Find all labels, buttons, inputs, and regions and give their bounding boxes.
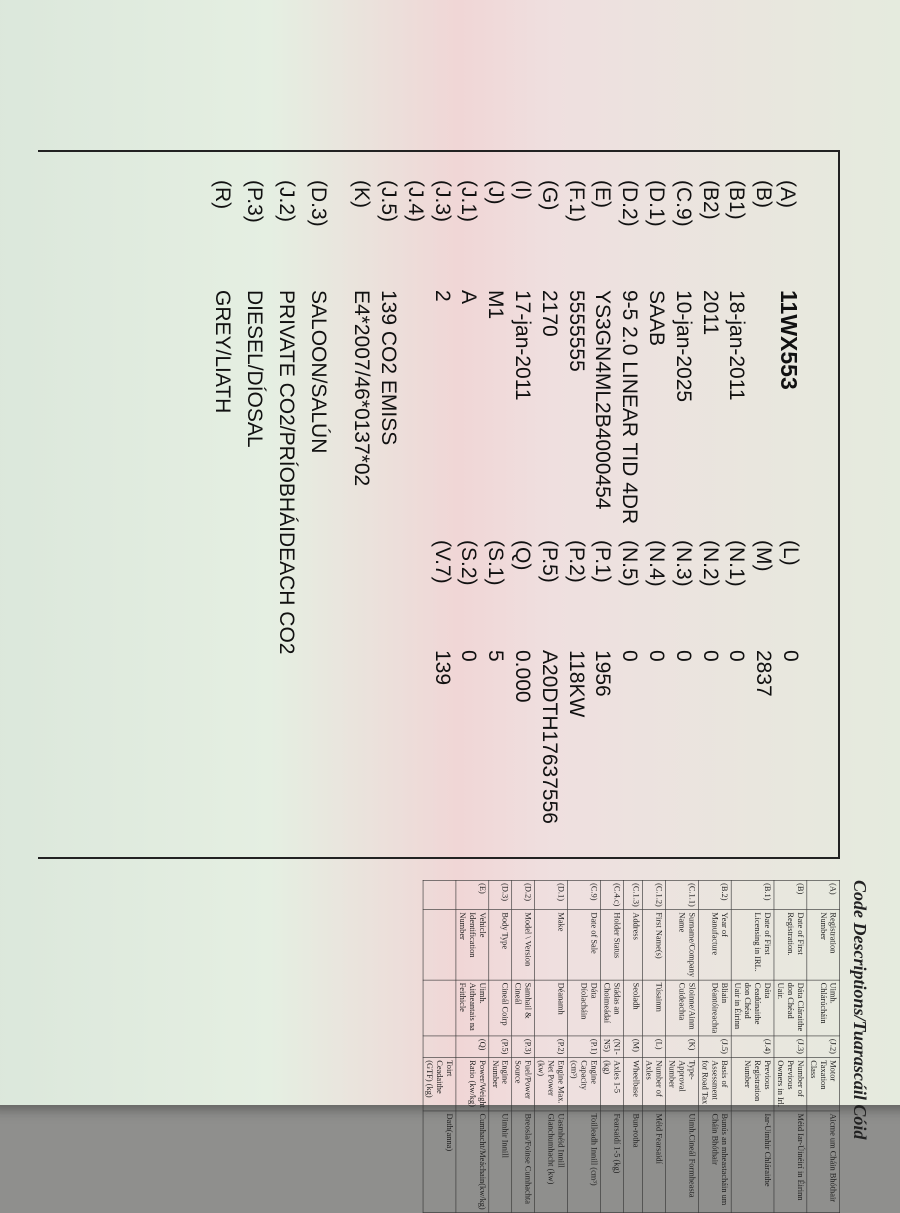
table-cell: Registration Number: [807, 910, 840, 980]
entry-row: [510, 540, 534, 703]
entry-row: [430, 540, 454, 685]
table-row: [423, 880, 456, 1212]
table-cell: First Name(s): [643, 910, 666, 980]
table-row: [665, 880, 698, 1212]
entry-code: (F.1): [564, 180, 588, 222]
table-cell: [423, 1036, 456, 1057]
table-cell: Uimh. Chlárúcháin: [807, 980, 840, 1036]
table-cell: (B): [774, 880, 807, 909]
table-cell: Stádas an Choimeádaí: [600, 980, 623, 1036]
entry-row: [483, 540, 507, 662]
table-cell: (J.3): [774, 1036, 807, 1057]
table-cell: Fearsaidí 1-5 (kg): [600, 1111, 623, 1213]
table-cell: Dáta Díolacháin: [568, 980, 601, 1036]
entry-value: E4*2007/46*0137*02: [350, 290, 374, 487]
table-cell: Fuel/Power Source: [512, 1057, 535, 1110]
table-cell: Number of Previous Owners in Irl.: [774, 1057, 807, 1110]
table-cell: (B.1): [731, 880, 774, 909]
table-cell: [423, 910, 456, 980]
entry-value: 0: [779, 650, 802, 662]
table-cell: Túsainm: [643, 980, 666, 1036]
table-cell: (A): [807, 880, 840, 909]
entry-value: 0: [618, 650, 642, 662]
entry-row: [671, 540, 695, 662]
table-cell: Samhail & Cineál: [512, 980, 535, 1036]
entry-row: [698, 180, 722, 335]
entry-code: (N.1): [725, 540, 749, 587]
entry-code: (J.5): [377, 180, 400, 222]
table-cell: Address: [623, 910, 642, 980]
table-cell: (B.2): [698, 880, 731, 909]
entry-code: (P.3): [243, 180, 266, 223]
table-cell: (E): [456, 880, 489, 909]
entry-value: 0: [671, 650, 695, 662]
table-cell: Cumhacht/Meáchain(kw/kg): [456, 1111, 489, 1213]
entry-row: [456, 180, 480, 304]
entry-value: 17-jan-2011: [511, 290, 534, 401]
entry-value: 2837: [752, 650, 776, 697]
entry-code: (S.1): [484, 540, 508, 586]
entry-code: (P.1): [591, 540, 615, 583]
entry-value: A: [457, 290, 481, 305]
table-cell: Axles 1-5 (kg): [600, 1057, 623, 1110]
table-cell: Seoladh: [623, 980, 642, 1036]
entry-value: 2170: [537, 290, 561, 337]
entry-code: (N.5): [618, 540, 642, 587]
entry-row: [403, 180, 427, 290]
entry-code: (N.2): [698, 540, 722, 587]
table-row: [456, 880, 489, 1212]
entry-code: (N.4): [645, 540, 668, 587]
table-cell: Type-Approval Number: [665, 1057, 698, 1110]
table-cell: [423, 880, 456, 909]
entry-code: (J.2): [275, 180, 298, 222]
table-cell: Cineál Coirp: [489, 980, 512, 1036]
table-cell: Engine Number: [489, 1057, 512, 1110]
table-cell: Date of First Licensing in IRL.: [731, 910, 774, 980]
table-cell: Engine Capacity (cm³): [568, 1057, 601, 1110]
entry-code: (I): [511, 180, 534, 200]
table-cell: (J.4): [731, 1036, 774, 1057]
entry-row: [751, 540, 775, 697]
table-cell: (K): [665, 1036, 698, 1057]
entry-value: 0: [457, 650, 481, 662]
table-cell: (P.3): [512, 1036, 535, 1057]
table-row: [774, 880, 807, 1212]
entry-code: (B): [752, 180, 776, 208]
entry-value: 0.000: [511, 650, 534, 703]
table-cell: Bun-rotha: [623, 1111, 642, 1213]
entry-row: [274, 180, 298, 654]
entry-code: (B2): [698, 180, 722, 220]
table-row: [623, 880, 642, 1212]
entry-row: [564, 540, 588, 717]
entry-row: [510, 180, 534, 401]
entry-row: [430, 180, 454, 302]
entry-code: (B1): [725, 180, 749, 220]
table-cell: (C.9): [568, 880, 601, 909]
table-cell: (N1-N5): [600, 1036, 623, 1057]
table-cell: Dath(anna): [423, 1111, 456, 1213]
table-cell: Toirt Ceadaithe (GTF) (kg): [423, 1057, 456, 1110]
table-cell: Dáta Ceadúnaithe don Chéad Uair in Éirinn: [731, 980, 774, 1036]
entry-value: 2: [430, 290, 454, 302]
table-cell: [423, 980, 456, 1036]
entry-value: 9-5 2.0 LINEAR TID 4DR: [618, 290, 642, 525]
table-cell: Uimh. Aitheantais na Feithicle: [456, 980, 489, 1036]
table-cell: Uimhir Innill: [489, 1111, 512, 1213]
entry-row: [644, 180, 668, 346]
table-cell: Toilleadh Innill (cm³): [568, 1111, 601, 1213]
entry-row: [456, 540, 480, 662]
table-row: [731, 880, 774, 1212]
entry-row: [617, 180, 641, 524]
entry-row: [376, 180, 400, 445]
entry-code: (M): [752, 540, 776, 572]
entry-code: (L): [779, 540, 802, 566]
entry-value: PRIVATE CO2/PRÍOBHÁIDEACH CO2: [275, 290, 298, 655]
entry-code: (J.4): [403, 180, 427, 222]
table-row: [568, 880, 601, 1212]
table-cell: (L): [643, 1036, 666, 1057]
codes-table: [423, 880, 840, 1213]
entry-row: [671, 180, 695, 402]
code-descriptions-title: Code Descriptions/Tuarascáil Cóid: [850, 880, 870, 1140]
table-cell: Basis of Assessment for Road Tax: [698, 1057, 731, 1110]
table-cell: Déanamh: [535, 980, 568, 1036]
entry-value: SALOON/SALÚN: [307, 290, 330, 454]
table-row: [489, 880, 512, 1212]
entry-value: 5: [484, 650, 508, 662]
entry-value: 118KW: [564, 650, 588, 718]
entry-row: [537, 540, 561, 824]
table-cell: (C.1.2): [643, 880, 666, 909]
entry-value: 139: [430, 650, 454, 686]
entry-value: 18-jan-2011: [725, 290, 749, 401]
entry-row: [349, 180, 373, 486]
table-cell: Previous Registration Number: [731, 1057, 774, 1110]
entry-value: GREY/LIATH: [211, 290, 234, 414]
table-cell: Dáta Cláraithe don Chéad Uair.: [774, 980, 807, 1036]
table-row: [698, 880, 731, 1212]
entry-row: [564, 180, 588, 372]
entry-value: 1956: [591, 650, 615, 697]
entry-row: [590, 540, 614, 697]
table-cell: Vehicle Identification Number: [456, 910, 489, 980]
table-cell: (D.3): [489, 880, 512, 909]
table-cell: Uimh.Cineál Formheasta: [665, 1111, 698, 1213]
table-cell: (C.1.1): [665, 880, 698, 909]
entry-row: [698, 540, 722, 662]
entry-code: (A): [776, 180, 799, 208]
entry-row: [210, 180, 234, 413]
entry-value: 0: [645, 650, 668, 662]
entry-code: (J.3): [430, 180, 454, 222]
entry-row: [537, 180, 561, 337]
entry-code: (Q): [511, 540, 534, 571]
entry-code: (J.1): [457, 180, 481, 222]
entry-code: (G): [537, 180, 561, 211]
entry-row: [778, 540, 802, 662]
table-cell: Date of First Registration.: [774, 910, 807, 980]
table-cell: Date of Sale: [568, 910, 601, 980]
entry-value: 5555555: [564, 290, 588, 372]
entry-value: YS3GN4ML2B4000454: [591, 290, 615, 510]
entry-code: (R): [211, 180, 234, 210]
table-cell: Aicme um Cháin Bhóthair: [807, 1111, 840, 1213]
entry-code: (K): [350, 180, 374, 208]
entry-row: [483, 180, 507, 319]
entry-row: [242, 180, 266, 448]
table-cell: (P.5): [489, 1036, 512, 1057]
entry-value: 0: [698, 650, 722, 662]
entry-code: (J): [484, 180, 508, 205]
table-cell: Méid Iar-Úinéirí in Éirinn: [774, 1111, 807, 1213]
entry-code: (S.2): [457, 540, 481, 586]
entry-value: M1: [484, 290, 508, 320]
table-cell: Iar-Uimhir Chláraithe: [731, 1111, 774, 1213]
table-cell: (D.1): [535, 880, 568, 909]
entry-value: A20DTH17637556: [537, 650, 561, 824]
entry-code: (D.1): [645, 180, 668, 227]
entry-row: [306, 180, 330, 453]
entry-code: (E): [591, 180, 615, 208]
entry-value: DIESEL/DÍOSAL: [243, 290, 266, 448]
table-cell: (P.2): [535, 1036, 568, 1057]
table-cell: Model \ Version: [512, 910, 535, 980]
entry-value: 11WX553: [776, 290, 802, 390]
table-row: [535, 880, 568, 1212]
table-cell: Make: [535, 910, 568, 980]
entry-value: 139 CO2 EMISS: [377, 290, 400, 446]
table-cell: Surname/Company Name: [665, 910, 698, 980]
entry-code: (P.5): [537, 540, 561, 583]
table-cell: (D.2): [512, 880, 535, 909]
table-cell: Number of Axles: [643, 1057, 666, 1110]
entry-value: 0: [725, 650, 749, 662]
table-cell: (J.5): [698, 1036, 731, 1057]
entry-row: [617, 540, 641, 662]
entry-row: [751, 180, 775, 290]
entry-row: [590, 180, 614, 510]
entry-code: (N.3): [671, 540, 695, 587]
table-cell: Bunús an mheastacháin um Cháin Bhóthair: [698, 1111, 731, 1213]
table-cell: Wheelbase: [623, 1057, 642, 1110]
table-cell: Méid Fearsaidí: [643, 1111, 666, 1213]
table-row: [512, 880, 535, 1212]
entry-code: (C.9): [671, 180, 695, 227]
table-cell: (Q): [456, 1036, 489, 1057]
table-cell: (J.2): [807, 1036, 840, 1057]
entry-row: [775, 180, 802, 390]
table-cell: Uasmhéid Innill Glanchumhacht (kw): [535, 1111, 568, 1213]
entry-value: SAAB: [645, 290, 668, 347]
table-cell: (P.1): [568, 1036, 601, 1057]
table-cell: Bliain Déantóireachta: [698, 980, 731, 1036]
entry-code: (V.7): [430, 540, 454, 584]
table-cell: (M): [623, 1036, 642, 1057]
table-cell: Motor Taxation Class: [807, 1057, 840, 1110]
entry-code: (P.2): [564, 540, 588, 583]
table-row: [600, 880, 623, 1212]
entry-row: [724, 180, 748, 401]
table-cell: Year of Manufacture: [698, 910, 731, 980]
entry-code: (D.2): [618, 180, 642, 227]
table-cell: Body Type: [489, 910, 512, 980]
table-cell: Holder Status: [600, 910, 623, 980]
entry-value: 2011: [698, 290, 722, 336]
table-cell: Power/Weight Ratio (kw/kg): [456, 1057, 489, 1110]
entry-value: 10-jan-2025: [671, 290, 695, 403]
table-cell: Breosla/Foinse Cumhachta: [512, 1111, 535, 1213]
table-cell: (C.1.3): [623, 880, 642, 909]
entry-code: (D.3): [307, 180, 330, 227]
entry-row: [644, 540, 668, 662]
table-cell: Engine Max. Net Power (kw): [535, 1057, 568, 1110]
table-row: [643, 880, 666, 1212]
table-cell: (C.4.c): [600, 880, 623, 909]
table-row: [807, 880, 840, 1212]
table-cell: Sloinne/Ainm Cuideachta: [665, 980, 698, 1036]
entry-row: [724, 540, 748, 662]
